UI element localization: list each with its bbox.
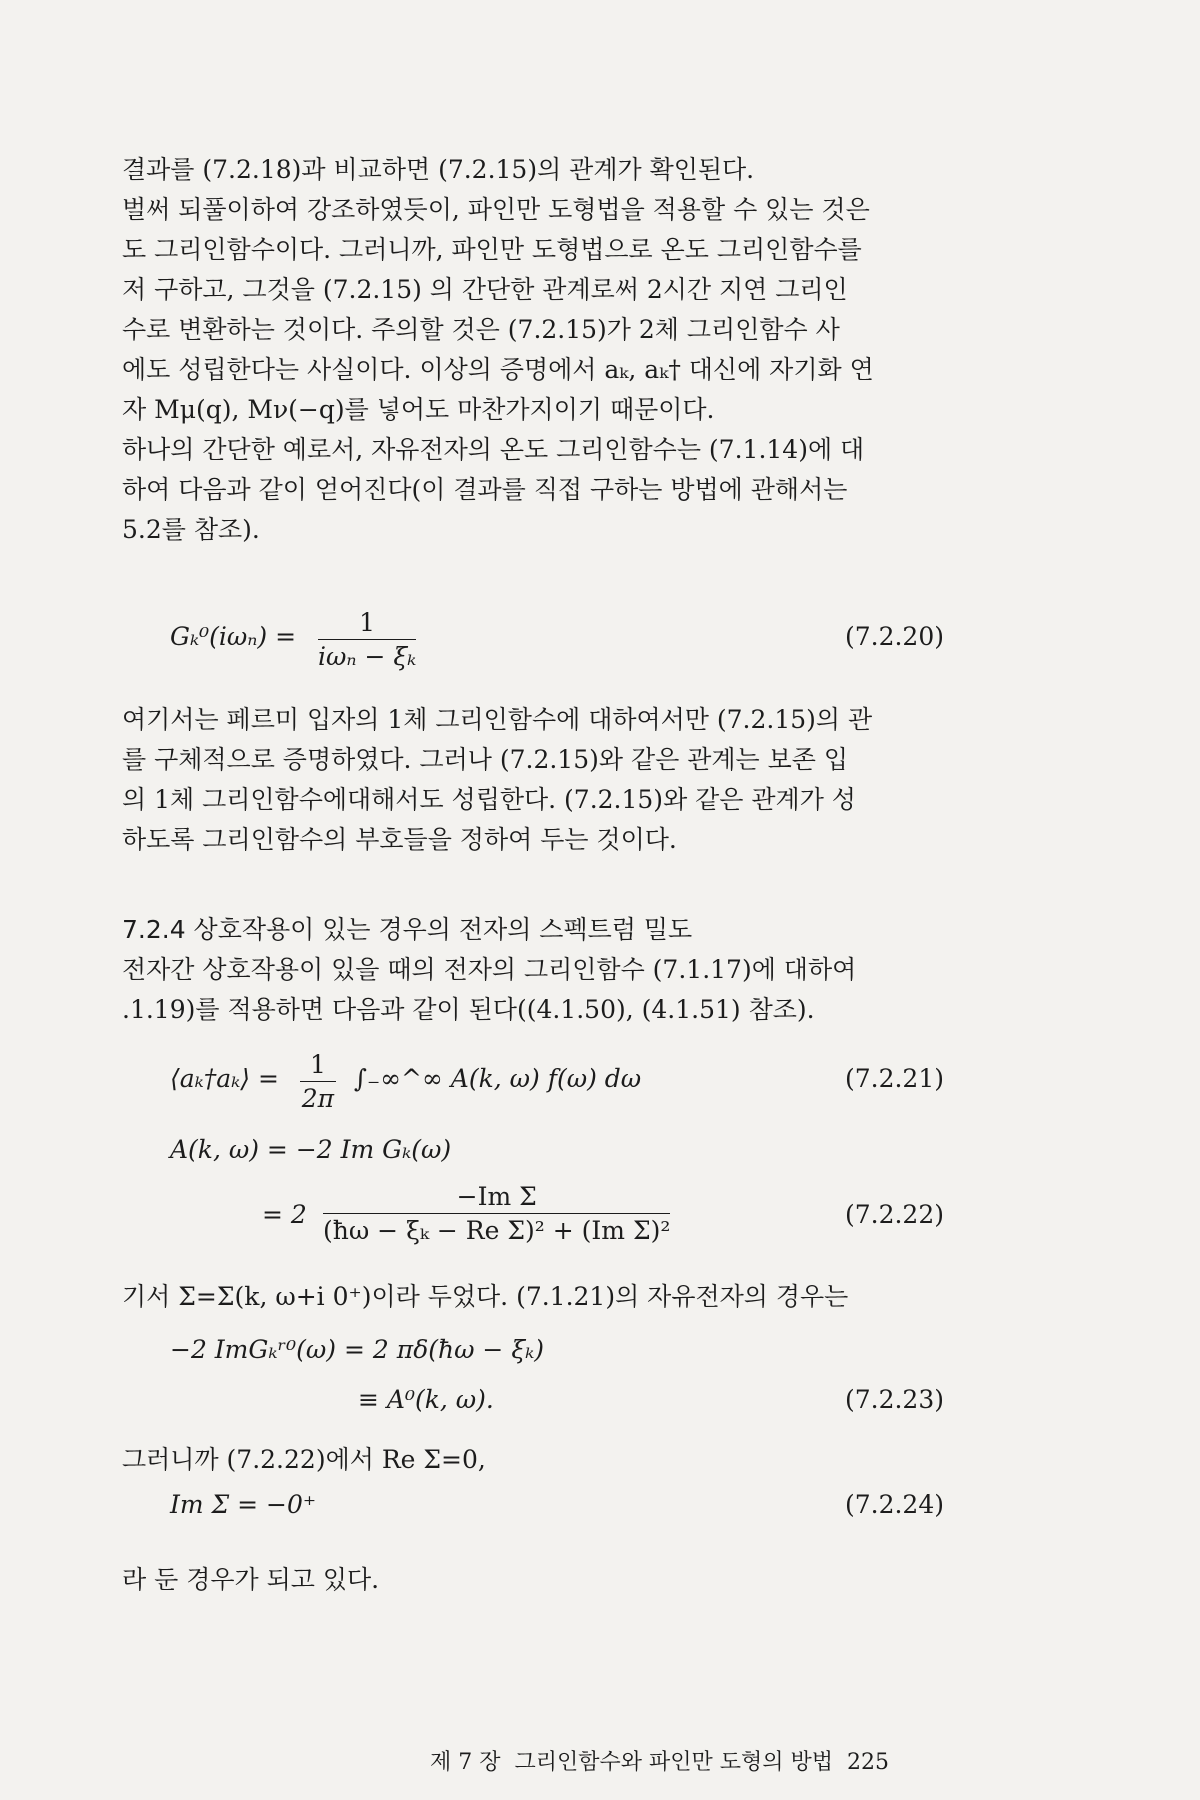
- text-line: 수로 변환하는 것이다. 주의할 것은 (7.2.15)가 2체 그리인함수 사: [122, 315, 840, 344]
- fraction-denominator: 2π: [301, 1084, 335, 1113]
- paragraph-proof-note: [122, 700, 962, 860]
- equation-number: (7.2.23): [844, 1385, 944, 1414]
- text-line: 저 구하고, 그것을 (7.2.15) 의 간단한 관계로써 2시간 지연 그리인: [122, 275, 848, 304]
- equation-7-2-24: [122, 1490, 962, 1530]
- text-line: 하도록 그리인함수의 부호들을 정하여 두는 것이다.: [122, 825, 677, 854]
- equation-rhs: ∫₋∞^∞ A(k, ω) f(ω) dω: [354, 1064, 642, 1093]
- text-line: 자 Mμ(q), Mν(−q)를 넣어도 마찬가지이기 때문이다.: [122, 395, 715, 424]
- fraction-numerator: 1: [318, 608, 416, 640]
- equation-number: (7.2.21): [844, 1064, 944, 1093]
- equation-number: (7.2.24): [844, 1490, 944, 1519]
- equation-lhs: ⟨aₖ†aₖ⟩ =: [170, 1064, 279, 1093]
- equation-body: Im Σ = −0⁺: [170, 1490, 317, 1519]
- text-line: 결과를 (7.2.18)과 비교하면 (7.2.15)의 관계가 확인된다.: [122, 155, 755, 184]
- equation-lhs: = 2: [262, 1200, 307, 1229]
- text-line: 여기서는 페르미 입자의 1체 그리인함수에 대하여서만 (7.2.15)의 관: [122, 705, 873, 734]
- text-line: 전자간 상호작용이 있을 때의 전자의 그리인함수 (7.1.17)에 대하여: [122, 955, 857, 984]
- text-line: 의 1체 그리인함수에대해서도 성립한다. (7.2.15)와 같은 관계가 성: [122, 785, 856, 814]
- text-line: 5.2를 참조).: [122, 515, 260, 544]
- text-line: 에도 성립한다는 사실이다. 이상의 증명에서 aₖ, aₖ† 대신에 자기화 연: [122, 355, 874, 384]
- page-footer: 제 7 장 그리인함수와 파인만 도형의 방법 225: [430, 1750, 889, 1775]
- text-line: 를 구체적으로 증명하였다. 그러나 (7.2.15)와 같은 관계는 보존 입: [122, 745, 848, 774]
- equation-fraction: [318, 608, 416, 671]
- fraction-denominator: (ħω − ξₖ − Re Σ)² + (Im Σ)²: [323, 1216, 671, 1245]
- text-line: 하여 다음과 같이 얻어진다(이 결과를 직접 구하는 방법에 관해서는: [122, 475, 848, 504]
- equation-number: (7.2.22): [844, 1200, 944, 1229]
- equation-body: ≡ A⁰(k, ω).: [358, 1385, 494, 1414]
- text-line: 하나의 간단한 예로서, 자유전자의 온도 그리인함수는 (7.1.14)에 대: [122, 435, 865, 464]
- equation-spectral-line: [122, 1135, 962, 1175]
- equation-7-2-23-line2: [122, 1385, 962, 1425]
- equation-number: (7.2.20): [844, 622, 944, 651]
- equation-lhs: Gₖ⁰(iωₙ) =: [170, 622, 297, 651]
- text-line: 그러니까 (7.2.22)에서 Re Σ=0,: [122, 1445, 486, 1474]
- equation-7-2-20: [122, 608, 962, 678]
- equation-fraction: [300, 1050, 336, 1113]
- fraction-numerator: −Im Σ: [323, 1182, 670, 1214]
- equation-7-2-22: [122, 1180, 962, 1260]
- text-line: .1.19)를 적용하면 다음과 같이 된다((4.1.50), (4.1.51) 참조).: [122, 995, 815, 1024]
- text-line: 도 그리인함수이다. 그러니까, 파인만 도형법으로 온도 그리인함수를: [122, 235, 862, 264]
- paragraph-sigma-def: [122, 1277, 962, 1317]
- fraction-numerator: 1: [300, 1050, 336, 1082]
- equation-fraction: [323, 1182, 670, 1245]
- paragraph-intro: [122, 150, 962, 550]
- paragraph-interaction: [122, 950, 962, 1030]
- equation-body: −2 ImGₖʳ⁰(ω) = 2 πδ(ħω − ξₖ): [170, 1335, 544, 1364]
- equation-7-2-23-line1: [122, 1335, 962, 1375]
- paragraph-closing: [122, 1560, 962, 1600]
- fraction-denominator: iωₙ − ξₖ: [318, 642, 417, 671]
- section-heading: 7.2.4 상호작용이 있는 경우의 전자의 스펙트럼 밀도: [122, 915, 693, 944]
- text-line: 기서 Σ=Σ(k, ω+i 0⁺)이라 두었다. (7.1.21)의 자유전자의 경우는: [122, 1282, 849, 1311]
- text-line: 벌써 되풀이하여 강조하였듯이, 파인만 도형법을 적용할 수 있는 것은: [122, 195, 870, 224]
- paragraph-therefore: [122, 1440, 962, 1480]
- equation-7-2-21: [122, 1050, 962, 1120]
- equation-body: A(k, ω) = −2 Im Gₖ(ω): [170, 1135, 452, 1164]
- text-line: 라 둔 경우가 되고 있다.: [122, 1565, 380, 1594]
